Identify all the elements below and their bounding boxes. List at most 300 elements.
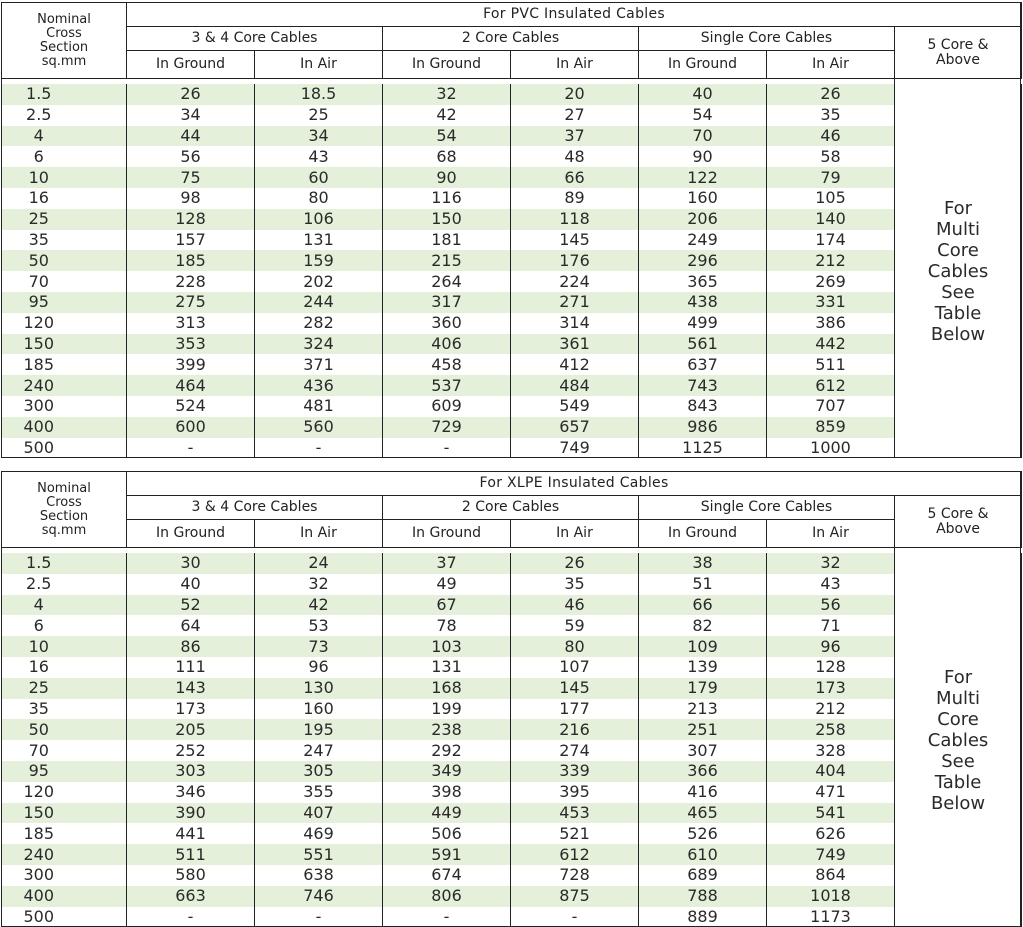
rating-cell: 843: [639, 396, 767, 417]
rating-cell: 271: [511, 292, 639, 313]
rating-cell: 131: [383, 657, 511, 678]
rating-cell: -: [511, 907, 639, 927]
rating-cell: 51: [639, 574, 767, 595]
install-condition-header: In Ground: [127, 51, 255, 79]
rating-cell: 560: [255, 417, 383, 438]
rating-cell: 346: [127, 782, 255, 803]
cross-section-cell: 16: [2, 188, 127, 209]
rating-cell: -: [127, 438, 255, 459]
install-condition-header: In Air: [255, 520, 383, 548]
rating-cell: 506: [383, 823, 511, 844]
multi-core-note-line: See: [895, 282, 1021, 303]
rating-cell: 416: [639, 782, 767, 803]
table-row: [2, 782, 1022, 803]
rating-cell: 412: [511, 354, 639, 375]
table-row: [2, 334, 1022, 355]
cross-section-cell: 4: [2, 595, 127, 616]
cross-section-cell: 185: [2, 823, 127, 844]
rating-cell: 406: [383, 334, 511, 355]
multi-core-note-line: Cables: [895, 261, 1021, 282]
table-row: [2, 271, 1022, 292]
nominal-header-line: Section: [2, 510, 126, 524]
rating-cell: 32: [767, 553, 895, 574]
rating-cell: 889: [639, 907, 767, 927]
cross-section-cell: 2.5: [2, 574, 127, 595]
rating-cell: 464: [127, 375, 255, 396]
multi-core-note-line: Table: [895, 303, 1021, 324]
table-row: [2, 84, 1022, 105]
rating-cell: 371: [255, 354, 383, 375]
rating-cell: 526: [639, 823, 767, 844]
rating-cell: 70: [639, 126, 767, 147]
table-row: [2, 146, 1022, 167]
table-row: [2, 823, 1022, 844]
rating-cell: 224: [511, 271, 639, 292]
rating-cell: 317: [383, 292, 511, 313]
multi-core-note-line: See: [895, 751, 1021, 772]
rating-cell: 37: [383, 553, 511, 574]
cross-section-cell: 25: [2, 678, 127, 699]
table-row: [2, 699, 1022, 720]
install-condition-header: In Air: [767, 51, 895, 79]
rating-cell: 43: [255, 146, 383, 167]
multi-core-note-line: Below: [895, 793, 1021, 814]
rating-cell: 806: [383, 886, 511, 907]
rating-cell: 674: [383, 865, 511, 886]
nominal-cross-section-header: [2, 3, 127, 79]
rating-cell: 663: [127, 886, 255, 907]
rating-cell: 360: [383, 313, 511, 334]
cross-section-cell: 120: [2, 313, 127, 334]
rating-cell: 728: [511, 865, 639, 886]
rating-cell: 82: [639, 615, 767, 636]
cable-group-header: Single Core Cables: [639, 27, 895, 51]
cross-section-cell: 16: [2, 657, 127, 678]
rating-cell: 749: [511, 438, 639, 459]
rating-cell: 407: [255, 803, 383, 824]
install-condition-header: In Ground: [639, 520, 767, 548]
nominal-header-line: Nominal: [2, 482, 126, 496]
rating-cell: 25: [255, 105, 383, 126]
table-row: [2, 761, 1022, 782]
rating-cell: 35: [511, 574, 639, 595]
rating-cell: 118: [511, 209, 639, 230]
rating-cell: 90: [639, 146, 767, 167]
table-row: [2, 657, 1022, 678]
rating-cell: 875: [511, 886, 639, 907]
cross-section-cell: 120: [2, 782, 127, 803]
table-row: [2, 292, 1022, 313]
rating-cell: 274: [511, 740, 639, 761]
cross-section-cell: 1.5: [2, 84, 127, 105]
table-row: [2, 438, 1022, 459]
nominal-header-line: sq.mm: [2, 524, 126, 538]
rating-cell: 159: [255, 250, 383, 271]
rating-cell: 864: [767, 865, 895, 886]
rating-cell: 331: [767, 292, 895, 313]
rating-cell: 78: [383, 615, 511, 636]
rating-cell: 157: [127, 230, 255, 251]
rating-cell: 89: [511, 188, 639, 209]
rating-cell: 26: [511, 553, 639, 574]
rating-cell: 46: [767, 126, 895, 147]
rating-cell: 252: [127, 740, 255, 761]
rating-cell: 68: [383, 146, 511, 167]
rating-cell: 32: [383, 84, 511, 105]
rating-cell: 105: [767, 188, 895, 209]
cable-rating-table: [1, 471, 1022, 927]
rating-cell: 205: [127, 719, 255, 740]
cross-section-cell: 25: [2, 209, 127, 230]
rating-cell: 228: [127, 271, 255, 292]
cross-section-cell: 95: [2, 292, 127, 313]
rating-cell: 610: [639, 844, 767, 865]
rating-cell: 499: [639, 313, 767, 334]
rating-cell: 199: [383, 699, 511, 720]
table-row: [2, 844, 1022, 865]
nominal-header-line: Section: [2, 41, 126, 55]
rating-cell: 40: [639, 84, 767, 105]
rating-cell: 42: [255, 595, 383, 616]
rating-cell: 537: [383, 375, 511, 396]
rating-cell: 212: [767, 250, 895, 271]
install-condition-header: In Ground: [127, 520, 255, 548]
rating-cell: 122: [639, 167, 767, 188]
rating-cell: 181: [383, 230, 511, 251]
rating-cell: 511: [767, 354, 895, 375]
rating-cell: 202: [255, 271, 383, 292]
rating-cell: 438: [639, 292, 767, 313]
rating-cell: 79: [767, 167, 895, 188]
rating-cell: 179: [639, 678, 767, 699]
rating-cell: 66: [511, 167, 639, 188]
rating-cell: 626: [767, 823, 895, 844]
rating-cell: 53: [255, 615, 383, 636]
cross-section-cell: 500: [2, 907, 127, 927]
install-condition-header: In Ground: [383, 520, 511, 548]
five-core-header-line: 5 Core &: [895, 507, 1021, 522]
cross-section-cell: 6: [2, 615, 127, 636]
table-row: [2, 678, 1022, 699]
rating-cell: 107: [511, 657, 639, 678]
rating-cell: 296: [639, 250, 767, 271]
rating-cell: 143: [127, 678, 255, 699]
five-core-header-line: Above: [895, 53, 1021, 68]
rating-cell: 689: [639, 865, 767, 886]
rating-cell: 59: [511, 615, 639, 636]
rating-cell: 109: [639, 636, 767, 657]
table-row: [2, 209, 1022, 230]
nominal-header-line: Cross: [2, 496, 126, 510]
rating-cell: 128: [767, 657, 895, 678]
rating-cell: 80: [255, 188, 383, 209]
rating-cell: 30: [127, 553, 255, 574]
rating-cell: 215: [383, 250, 511, 271]
rating-cell: 66: [639, 595, 767, 616]
multi-core-note-line: Core: [895, 240, 1021, 261]
cable-group-header: 2 Core Cables: [383, 27, 639, 51]
rating-cell: 106: [255, 209, 383, 230]
rating-cell: 176: [511, 250, 639, 271]
rating-cell: 247: [255, 740, 383, 761]
rating-cell: 521: [511, 823, 639, 844]
rating-cell: 398: [383, 782, 511, 803]
table-row: [2, 126, 1022, 147]
rating-cell: 471: [767, 782, 895, 803]
rating-cell: 43: [767, 574, 895, 595]
table-row: [2, 595, 1022, 616]
rating-cell: 35: [767, 105, 895, 126]
rating-cell: 131: [255, 230, 383, 251]
rating-cell: 637: [639, 354, 767, 375]
rating-cell: 746: [255, 886, 383, 907]
rating-cell: 26: [127, 84, 255, 105]
rating-cell: 80: [511, 636, 639, 657]
rating-cell: 160: [255, 699, 383, 720]
rating-cell: 399: [127, 354, 255, 375]
rating-cell: 73: [255, 636, 383, 657]
table-row: [2, 615, 1022, 636]
rating-cell: 46: [511, 595, 639, 616]
multi-core-note: [895, 553, 1022, 927]
rating-cell: 458: [383, 354, 511, 375]
rating-cell: 90: [383, 167, 511, 188]
rating-cell: 244: [255, 292, 383, 313]
rating-cell: 34: [255, 126, 383, 147]
rating-cell: 580: [127, 865, 255, 886]
multi-core-note-line: Table: [895, 772, 1021, 793]
rating-cell: 395: [511, 782, 639, 803]
rating-cell: 600: [127, 417, 255, 438]
rating-cell: 707: [767, 396, 895, 417]
rating-cell: 71: [767, 615, 895, 636]
cross-section-cell: 35: [2, 230, 127, 251]
rating-cell: 206: [639, 209, 767, 230]
table-row: [2, 865, 1022, 886]
cross-section-cell: 70: [2, 740, 127, 761]
rating-cell: 44: [127, 126, 255, 147]
rating-cell: 275: [127, 292, 255, 313]
rating-cell: 1173: [767, 907, 895, 927]
rating-cell: 436: [255, 375, 383, 396]
install-condition-header: In Air: [255, 51, 383, 79]
table-row: [2, 250, 1022, 271]
rating-cell: 551: [255, 844, 383, 865]
rating-cell: 591: [383, 844, 511, 865]
nominal-cross-section-header: [2, 472, 127, 548]
cross-section-cell: 10: [2, 167, 127, 188]
rating-cell: 195: [255, 719, 383, 740]
cross-section-cell: 1.5: [2, 553, 127, 574]
multi-core-note-line: Below: [895, 324, 1021, 345]
table-row: [2, 803, 1022, 824]
rating-cell: 1018: [767, 886, 895, 907]
rating-cell: 386: [767, 313, 895, 334]
rating-cell: 251: [639, 719, 767, 740]
rating-cell: -: [255, 438, 383, 459]
nominal-header-line: Nominal: [2, 13, 126, 27]
rating-cell: 657: [511, 417, 639, 438]
cross-section-cell: 6: [2, 146, 127, 167]
rating-cell: 116: [383, 188, 511, 209]
cross-section-cell: 10: [2, 636, 127, 657]
rating-cell: 26: [767, 84, 895, 105]
rating-cell: 145: [511, 230, 639, 251]
rating-cell: 743: [639, 375, 767, 396]
rating-cell: 27: [511, 105, 639, 126]
table-row: [2, 907, 1022, 927]
cross-section-cell: 240: [2, 375, 127, 396]
table-row: [2, 230, 1022, 251]
rating-cell: 324: [255, 334, 383, 355]
install-condition-header: In Ground: [639, 51, 767, 79]
multi-core-note-line: Core: [895, 709, 1021, 730]
rating-cell: 638: [255, 865, 383, 886]
rating-cell: 305: [255, 761, 383, 782]
rating-cell: 612: [511, 844, 639, 865]
table-row: [2, 313, 1022, 334]
rating-cell: 58: [767, 146, 895, 167]
five-core-header-line: 5 Core &: [895, 38, 1021, 53]
rating-cell: 96: [255, 657, 383, 678]
rating-cell: 111: [127, 657, 255, 678]
multi-core-note-line: For: [895, 667, 1021, 688]
cross-section-cell: 400: [2, 417, 127, 438]
cross-section-cell: 400: [2, 886, 127, 907]
rating-cell: 38: [639, 553, 767, 574]
rating-cell: 238: [383, 719, 511, 740]
install-condition-header: In Air: [511, 51, 639, 79]
cross-section-cell: 185: [2, 354, 127, 375]
table-row: [2, 105, 1022, 126]
table-row: [2, 396, 1022, 417]
rating-cell: -: [383, 907, 511, 927]
rating-cell: 67: [383, 595, 511, 616]
cross-section-cell: 4: [2, 126, 127, 147]
cross-section-cell: 35: [2, 699, 127, 720]
rating-cell: 292: [383, 740, 511, 761]
rating-cell: 609: [383, 396, 511, 417]
rating-cell: 258: [767, 719, 895, 740]
rating-cell: 145: [511, 678, 639, 699]
rating-cell: 40: [127, 574, 255, 595]
rating-cell: 282: [255, 313, 383, 334]
cross-section-cell: 50: [2, 250, 127, 271]
rating-cell: 160: [639, 188, 767, 209]
rating-cell: 249: [639, 230, 767, 251]
rating-cell: 32: [255, 574, 383, 595]
cross-section-cell: 300: [2, 865, 127, 886]
table-row: [2, 719, 1022, 740]
table-title: For PVC Insulated Cables: [127, 3, 1022, 27]
cross-section-cell: 95: [2, 761, 127, 782]
cross-section-cell: 300: [2, 396, 127, 417]
table-body: [2, 548, 1022, 927]
cable-group-header: 2 Core Cables: [383, 496, 639, 520]
rating-cell: 404: [767, 761, 895, 782]
rating-cell: 174: [767, 230, 895, 251]
rating-cell: -: [127, 907, 255, 927]
rating-cell: 355: [255, 782, 383, 803]
table-row: [2, 167, 1022, 188]
rating-cell: 212: [767, 699, 895, 720]
rating-cell: 1125: [639, 438, 767, 459]
rating-cell: 54: [639, 105, 767, 126]
rating-cell: 481: [255, 396, 383, 417]
rating-cell: 349: [383, 761, 511, 782]
rating-cell: 449: [383, 803, 511, 824]
rating-cell: 173: [767, 678, 895, 699]
table-header: [2, 472, 1022, 548]
nominal-header-line: Cross: [2, 27, 126, 41]
rating-cell: 328: [767, 740, 895, 761]
rating-cell: 390: [127, 803, 255, 824]
rating-cell: 612: [767, 375, 895, 396]
rating-cell: 213: [639, 699, 767, 720]
rating-cell: 24: [255, 553, 383, 574]
table-row: [2, 417, 1022, 438]
cross-section-cell: 150: [2, 334, 127, 355]
rating-cell: 20: [511, 84, 639, 105]
cable-group-header: 3 & 4 Core Cables: [127, 27, 383, 51]
rating-cell: -: [383, 438, 511, 459]
five-core-header-line: Above: [895, 522, 1021, 537]
rating-cell: 185: [127, 250, 255, 271]
rating-cell: 42: [383, 105, 511, 126]
cable-group-header: Single Core Cables: [639, 496, 895, 520]
rating-cell: 216: [511, 719, 639, 740]
table-header: [2, 3, 1022, 79]
rating-cell: 307: [639, 740, 767, 761]
five-core-header: [895, 496, 1022, 548]
rating-cell: 1000: [767, 438, 895, 459]
install-condition-header: In Air: [767, 520, 895, 548]
rating-cell: 749: [767, 844, 895, 865]
table-row: [2, 354, 1022, 375]
table-row: [2, 886, 1022, 907]
rating-cell: 48: [511, 146, 639, 167]
rating-cell: 54: [383, 126, 511, 147]
multi-core-note-line: For: [895, 198, 1021, 219]
rating-cell: 60: [255, 167, 383, 188]
cross-section-cell: 150: [2, 803, 127, 824]
cross-section-cell: 50: [2, 719, 127, 740]
rating-cell: 561: [639, 334, 767, 355]
rating-cell: 541: [767, 803, 895, 824]
rating-cell: 75: [127, 167, 255, 188]
multi-core-note-line: Multi: [895, 219, 1021, 240]
rating-cell: 130: [255, 678, 383, 699]
rating-cell: 64: [127, 615, 255, 636]
rating-cell: 34: [127, 105, 255, 126]
multi-core-note-line: Multi: [895, 688, 1021, 709]
cross-section-cell: 70: [2, 271, 127, 292]
rating-cell: 177: [511, 699, 639, 720]
rating-cell: 168: [383, 678, 511, 699]
rating-cell: 303: [127, 761, 255, 782]
rating-cell: 524: [127, 396, 255, 417]
rating-cell: 484: [511, 375, 639, 396]
install-condition-header: In Ground: [383, 51, 511, 79]
table-title: For XLPE Insulated Cables: [127, 472, 1022, 496]
rating-cell: 453: [511, 803, 639, 824]
cable-rating-table: [1, 2, 1022, 458]
rating-cell: 150: [383, 209, 511, 230]
rating-cell: 173: [127, 699, 255, 720]
rating-cell: 314: [511, 313, 639, 334]
rating-cell: 339: [511, 761, 639, 782]
rating-cell: 511: [127, 844, 255, 865]
